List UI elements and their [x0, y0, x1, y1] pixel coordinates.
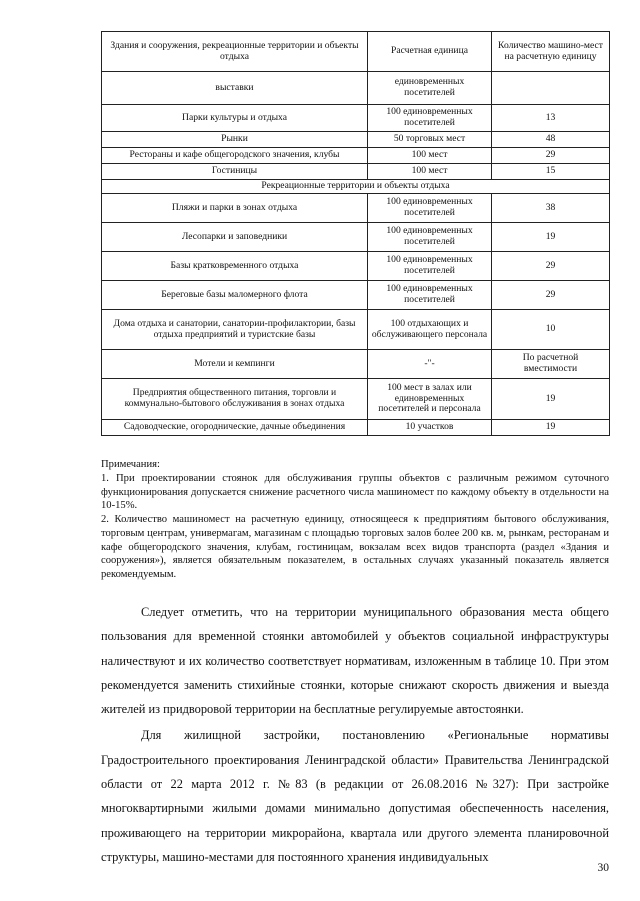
table-row: [102, 105, 610, 132]
table-row: [102, 72, 610, 105]
paragraph: Следует отметить, что на территории муниципального образования места общего пользования для временной стоянки автомобилей у объектов социальной инфраструктуры наличествуют и их количество соответствует нормативам, изложенным в таблице 10. При этом рекомендуется заменить стихийные стоянки, которые снижают скорость движения и выезда жителей из придворовой территории на бесплатные регулируемые автостоянки.: [101, 605, 609, 717]
cell-object: Дома отдыха и санатории, санатории-профилактории, базы отдыха предприятий и туристские базы: [102, 310, 368, 350]
cell-object: Рестораны и кафе общегородского значения, клубы: [102, 148, 368, 164]
cell-spaces: 38: [492, 194, 610, 223]
cell-unit: 10 участков: [368, 420, 492, 436]
cell-spaces: 48: [492, 132, 610, 148]
table-row: [102, 310, 610, 350]
cell-unit: -"-: [368, 350, 492, 379]
cell-unit: 100 мест в залах или единовременных посетителей и персонала: [368, 379, 492, 420]
table-row: [102, 223, 610, 252]
header-spaces: Количество машино-мест на расчетную единицу: [492, 32, 610, 72]
table-row: [102, 281, 610, 310]
cell-spaces: 29: [492, 252, 610, 281]
table-row: [102, 164, 610, 180]
cell-unit: 100 единовременных посетителей: [368, 105, 492, 132]
cell-object: Пляжи и парки в зонах отдыха: [102, 194, 368, 223]
cell-spaces: 29: [492, 148, 610, 164]
cell-spaces: 29: [492, 281, 610, 310]
cell-object: Садоводческие, огороднические, дачные объединения: [102, 420, 368, 436]
header-unit: Расчетная единица: [368, 32, 492, 72]
parking-norms-table: [101, 31, 610, 436]
cell-spaces: 19: [492, 379, 610, 420]
section-title: Рекреационные территории и объекты отдыха: [102, 180, 610, 194]
table-notes: [101, 458, 609, 582]
table-row: [102, 148, 610, 164]
cell-object: Парки культуры и отдыха: [102, 105, 368, 132]
cell-unit: 50 торговых мест: [368, 132, 492, 148]
body-text: [101, 600, 609, 869]
cell-spaces: 15: [492, 164, 610, 180]
cell-unit: 100 отдыхающих и обслуживающего персонала: [368, 310, 492, 350]
cell-spaces: 10: [492, 310, 610, 350]
table-row: [102, 420, 610, 436]
cell-spaces: 13: [492, 105, 610, 132]
table-row: [102, 132, 610, 148]
cell-object: Базы кратковременного отдыха: [102, 252, 368, 281]
cell-unit: единовременных посетителей: [368, 72, 492, 105]
cell-spaces: По расчетной вместимости: [492, 350, 610, 379]
header-buildings: Здания и сооружения, рекреационные территории и объекты отдыха: [102, 32, 368, 72]
page-number: 30: [597, 862, 609, 874]
notes-title: Примечания:: [101, 459, 160, 470]
cell-unit: 100 мест: [368, 148, 492, 164]
cell-unit: 100 мест: [368, 164, 492, 180]
cell-unit: 100 единовременных посетителей: [368, 194, 492, 223]
table-row: [102, 379, 610, 420]
note-item: 1. При проектировании стоянок для обслуживания группы объектов с различным режимом суточного функционирования допускается снижение расчетного числа машиномест по каждому объекту в отдельности на 10-15%.: [101, 472, 609, 512]
cell-spaces: 19: [492, 420, 610, 436]
cell-object: выставки: [102, 72, 368, 105]
cell-unit: 100 единовременных посетителей: [368, 252, 492, 281]
table-header-row: [102, 32, 610, 72]
table-body: [102, 32, 610, 436]
cell-object: Береговые базы маломерного флота: [102, 281, 368, 310]
paragraph: Для жилищной застройки, постановлению «Региональные нормативы Градостроительного проектирования Ленинградской области» Правительства Ленинградской области от 22 марта 2012 г. №83 (в редакции от 26.08.2016 №327): При застройке многоквартирными жилыми домами минимально допустимая обеспеченность населения, проживающего на территории микрорайона, квартала или другого элемента планировочной структуры, машино-местами для постоянного хранения индивидуальных: [101, 728, 609, 864]
cell-object: Лесопарки и заповедники: [102, 223, 368, 252]
table-section-row: [102, 180, 610, 194]
table-row: [102, 350, 610, 379]
cell-object: Рынки: [102, 132, 368, 148]
cell-unit: 100 единовременных посетителей: [368, 223, 492, 252]
cell-spaces: 19: [492, 223, 610, 252]
table-row: [102, 194, 610, 223]
cell-object: Предприятия общественного питания, торговли и коммунально-бытового обслуживания в зонах отдыха: [102, 379, 368, 420]
cell-unit: 100 единовременных посетителей: [368, 281, 492, 310]
cell-spaces: [492, 72, 610, 105]
note-item: 2. Количество машиномест на расчетную единицу, относящееся к предприятиям бытового обслуживания, торговым центрам, универмагам, магазинам с площадью торговых залов более 200 кв. м, рынкам, ресторанам и кафе общегородского значения, клубам, гостиницам, вокзалам всех видов транспорта (раздел «Здания и сооружения»), является обязательным показателем, в остальных случаях указанный показатель является рекомендуемым.: [101, 514, 609, 581]
cell-object: Гостиницы: [102, 164, 368, 180]
table-row: [102, 252, 610, 281]
cell-object: Мотели и кемпинги: [102, 350, 368, 379]
